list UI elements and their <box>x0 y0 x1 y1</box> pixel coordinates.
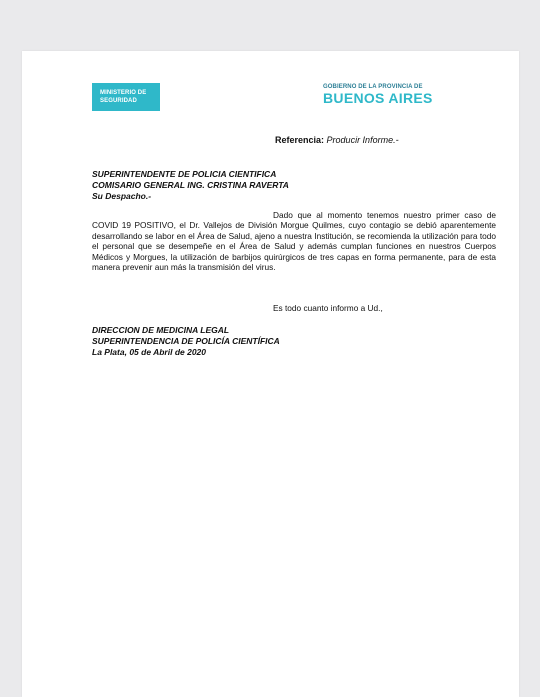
signature-line-3: La Plata, 05 de Abril de 2020 <box>92 347 207 357</box>
ministerio-seguridad-logo <box>92 83 160 111</box>
gobierno-buenos-aires-logo <box>323 84 433 106</box>
reference-line <box>275 135 399 145</box>
badge-line-2: SEGURIDAD <box>100 98 137 104</box>
recipient-line-1: SUPERINTENDENTE DE POLICIA CIENTIFICA <box>92 169 277 179</box>
signature-block <box>92 325 280 358</box>
closing-line: Es todo cuanto informo a Ud., <box>273 303 383 313</box>
signature-line-2: SUPERINTENDENCIA DE POLICÍA CIENTÍFICA <box>92 336 280 346</box>
gov-line-1: GOBIERNO DE LA PROVINCIA DE <box>323 84 423 90</box>
badge-line-1: MINISTERIO DE <box>100 90 147 96</box>
reference-label: Referencia: <box>275 135 325 145</box>
document-page <box>22 51 519 697</box>
recipient-line-3: Su Despacho.- <box>92 191 152 201</box>
body-paragraph: Dado que al momento tenemos nuestro primer caso de COVID 19 POSITIVO, el Dr. Vallejos de División Morgue Quilmes, cuyo contagio se debió aparentemente desarrollando se labor en el Área de Salud, ajeno a nuestra Institución, se recomienda la utilización para todo el personal que se desempeñe en el Área de Salud y además cumplan funciones en nuestros Cuerpos Médicos y Morgues, la utilización de barbijos quirúrgicos de tres capas en forma permanente, para de esta manera prevenir aun más la transmisión del virus. <box>92 210 496 273</box>
gov-line-2: BUENOS AIRES <box>323 90 433 106</box>
recipient-block <box>92 169 289 202</box>
signature-line-1: DIRECCION DE MEDICINA LEGAL <box>92 325 230 335</box>
recipient-line-2: COMISARIO GENERAL ING. CRISTINA RAVERTA <box>92 180 289 190</box>
reference-value: Producir Informe.- <box>326 135 399 145</box>
